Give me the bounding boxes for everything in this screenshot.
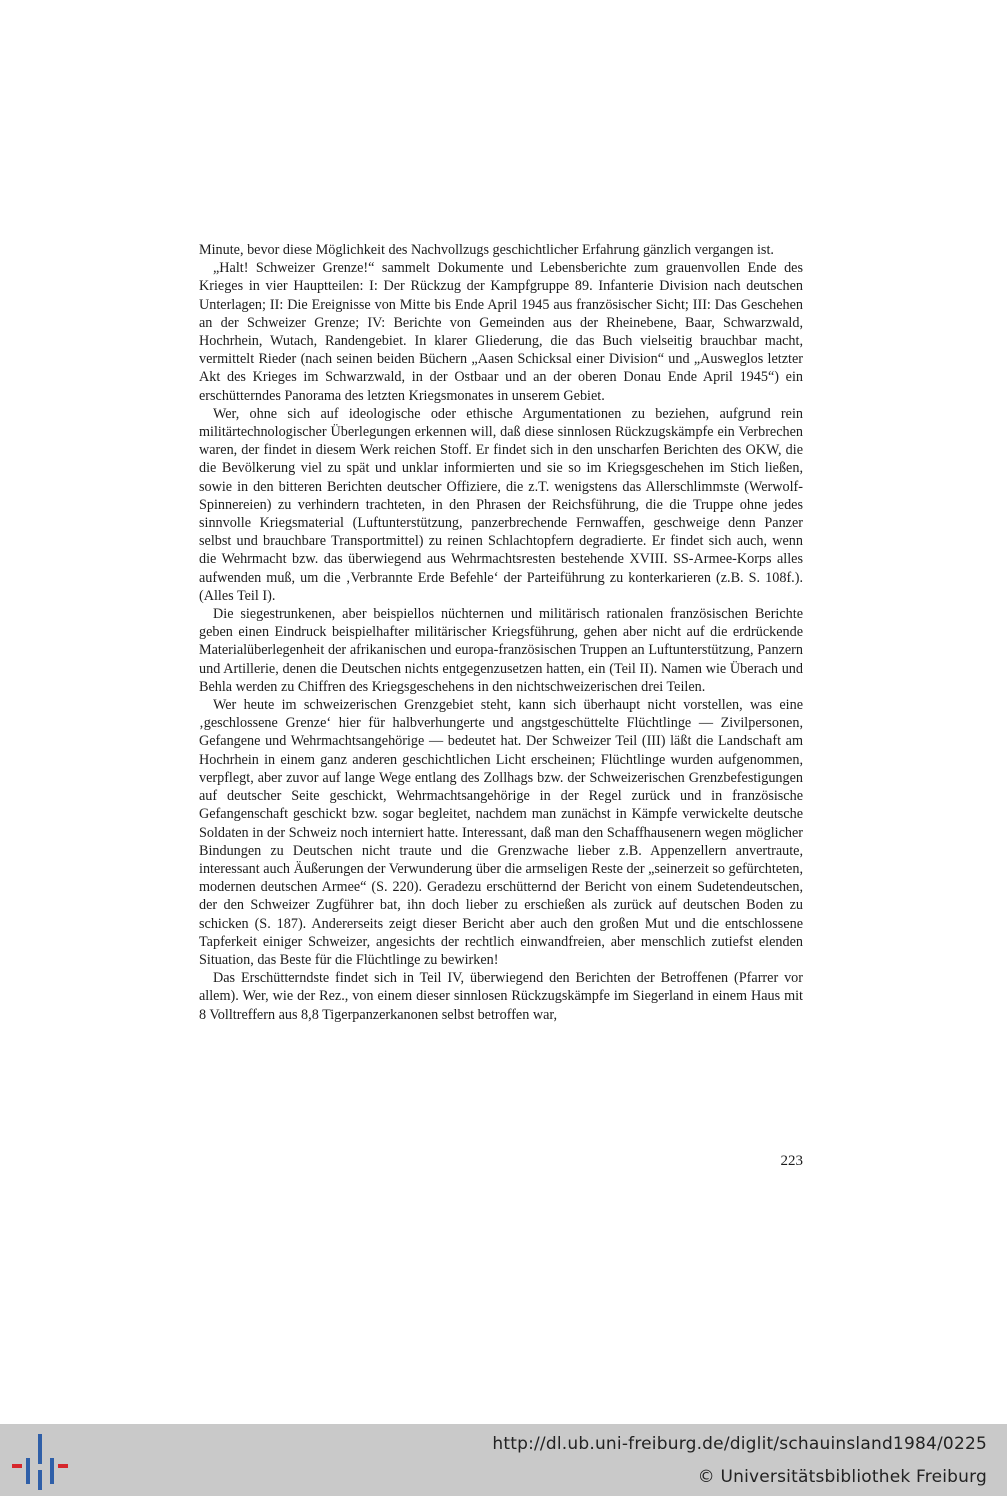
source-url-link[interactable]: http://dl.ub.uni-freiburg.de/diglit/schauinsland1984/0225 <box>492 1434 987 1454</box>
page-number: 223 <box>780 1153 803 1169</box>
paragraph: „Halt! Schweizer Grenze!“ sammelt Dokumente und Lebensberichte zum grauenvollen Ende des Krieges in vier Hauptteilen: I: Der Rückzug der Kampfgruppe 89. Infanterie Division nach deutschen Unterlagen; II: Die Ereignisse von Mitte bis Ende April 1945 aus französischer Sicht; III: Das Geschehen an der Schweizer Grenze; IV: Berichte von Gemeinden aus der Rheinebene, Baar, Schwarzwald, Hochrhein, Wutach, Randengebiet. In klarer Gliederung, die das Buch vielseitig brauchbar macht, vermittelt Rieder (nach seinen beiden Büchern „Aasen Schicksal einer Division“ und „Ausweglos letzter Akt des Krieges im Schwarzwald, in der Ostbaar und an der oberen Donau Ende April 1945“) ein erschütterndes Panorama des letzten Kriegsmonates in unserem Gebiet. <box>199 260 803 404</box>
page-body-text <box>199 241 803 1024</box>
ub-freiburg-logo-icon <box>12 1434 68 1490</box>
footer-bar <box>0 1424 1007 1496</box>
copyright-notice: © Universitätsbibliothek Freiburg <box>697 1467 987 1487</box>
paragraph: Die siegestrunkenen, aber beispiellos nüchternen und militärisch rationalen französischen Berichte geben einen Eindruck beispielhafter militärischer Kriegsführung, gehen aber nicht auf die erdrückende Materialüberlegenheit der afrikanischen und europa-französischen Truppen an Luftunterstützung, Panzern und Artillerie, denen die Deutschen nichts entgegenzusetzen hatten, ein (Teil II). Namen wie Überach und Behla werden zu Chiffren des Kriegsgeschehens in den nichtschweizerischen drei Teilen. <box>199 606 803 695</box>
paragraph: Minute, bevor diese Möglichkeit des Nachvollzugs geschichtlicher Erfahrung gänzlich vergangen ist. <box>199 242 774 258</box>
paragraph: Wer heute im schweizerischen Grenzgebiet steht, kann sich überhaupt nicht vorstellen, was eine ‚geschlossene Grenze‘ hier für halbverhungerte und angstgeschüttelte Flüchtlinge — Zivilpersonen, Gefangene und Wehrmachtsangehörige — bedeutet hat. Der Schweizer Teil (III) läßt die Landschaft am Hochrhein in einem ganz anderen geschichtlichen Licht erscheinen; Flüchtlinge wurden aufgenommen, verpflegt, aber zuvor auf lange Wege entlang des Zollhags bzw. der Schweizerischen Grenzbefestigungen auf deutscher Seite geschickt, Wehrmachtsangehörige in der Regel zurück und in französische Gefangenschaft geschickt bzw. sogar begleitet, nachdem man zunächst in Kämpfe verwickelte deutsche Soldaten in der Schweiz noch interniert hatte. Interessant, daß man den Schaffhausenern wegen möglicher Bindungen zu Deutschen nicht traute und die Grenzwache lieber z.B. Appenzellern anvertraute, interessant auch Äußerungen der Verwunderung über die armseligen Reste der „seinerzeit so gefürchteten, modernen deutschen Armee“ (S. 220). Geradezu erschütternd der Bericht von einem Sudetendeutschen, der den Schweizer Zugführer bat, ihn doch lieber zu erschießen als zurück auf deutschen Boden zu schicken (S. 187). Andererseits zeigt dieser Bericht aber auch den großen Mut und die entschlossene Tapferkeit einiger Schweizer, angesichts der rechtlich einwandfreien, aber menschlich zutiefst elenden Situation, das Beste für die Flüchtlinge zu bewirken! <box>199 697 803 968</box>
paragraph: Wer, ohne sich auf ideologische oder ethische Argumentationen zu beziehen, aufgrund rein militärtechnologischer Überlegungen erkennen will, daß diese sinnlosen Rückzugskämpfe ein Verbrechen waren, der findet in diesem Werk reichen Stoff. Er findet sich in den unscharfen Berichten des OKW, die die Bevölkerung viel zu spät und unklar informierten und sie so im Kriegsgeschehen im Stich ließen, sowie in den bitteren Berichten deutscher Offiziere, die z.T. wenigstens das Allerschlimmste (Werwolf-Spinnereien) zu verhindern trachteten, in den Phrasen der Reichsführung, die die Truppe ohne jedes sinnvolle Kriegsmaterial (Luftunterstützung, panzerbrechende Fernwaffen, geschweige denn Panzer selbst und brauchbare Transportmittel) zu reinen Schlachtopfern degradierte. Er findet sich auch, wenn die Wehrmacht bzw. das überwiegend aus Wehrmachtsresten bestehende XVIII. SS-Armee-Korps alles aufwenden muß, um die ‚Verbrannte Erde Befehle‘ der Parteiführung zu konterkarieren (z.B. S. 108f.). (Alles Teil I). <box>199 405 803 604</box>
paragraph: Das Erschütterndste findet sich in Teil IV, überwiegend den Berichten der Betroffenen (Pfarrer vor allem). Wer, wie der Rez., von einem dieser sinnlosen Rückzugskämpfe im Siegerland in einem Haus mit 8 Volltreffern aus 8,8 Tigerpanzerkanonen selbst betroffen war, <box>199 970 803 1023</box>
